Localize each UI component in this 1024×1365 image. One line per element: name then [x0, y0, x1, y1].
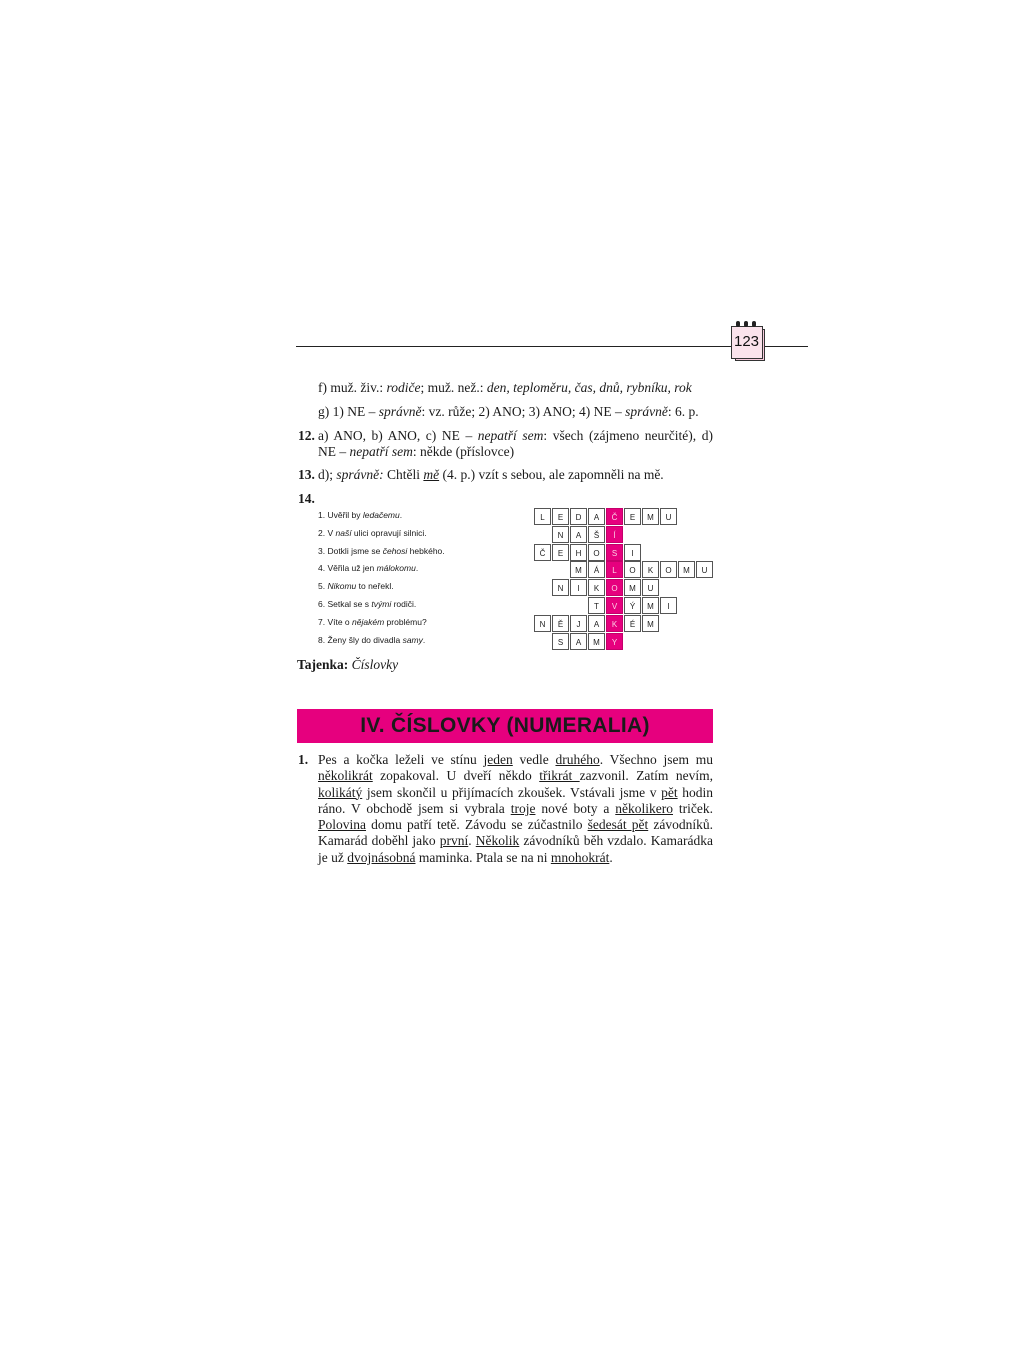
numeral-underlined: druhého: [555, 752, 600, 767]
clue-keyword: nějakém: [352, 616, 385, 627]
tajenka: [297, 657, 398, 673]
answer-13: [318, 467, 664, 483]
spiral-ring-icon: [752, 321, 756, 327]
exercise-number-12: 12.: [298, 428, 315, 443]
crossword-cell: Ě: [552, 615, 569, 632]
answer-12-text: : všech (zájmeno neurčité), d): [543, 428, 713, 443]
numeral-underlined: šedesát pět: [587, 817, 649, 833]
answer-12-line1: [318, 428, 713, 444]
crossword-cell: E: [552, 508, 569, 525]
answer-12-italic: nepatří sem: [477, 428, 544, 443]
numeral-underlined: jeden: [483, 752, 513, 767]
crossword-cell: K: [588, 579, 605, 596]
answer-13-underlined: mě: [423, 467, 440, 482]
answer-g-text: : vz. růže; 2) ANO; 3) ANO; 4) NE –: [421, 404, 626, 419]
exercise-number-1: 1.: [298, 752, 309, 767]
paragraph-text: Pes a kočka leželi ve stínu: [318, 752, 484, 767]
clue-text: to neřekl.: [356, 581, 394, 592]
crossword-cell: L: [534, 508, 551, 525]
answer-12-text: a) ANO, b) ANO, c) NE –: [318, 428, 478, 443]
crossword-cell: I: [660, 597, 677, 614]
crossword-cell-tajenka: S: [606, 544, 623, 561]
crossword-cell: A: [588, 508, 605, 525]
clue-text: rodiči.: [391, 599, 417, 609]
answer-g-italic: správně: [625, 404, 668, 419]
clue-text: hebkého.: [407, 545, 445, 556]
paragraph-text: závodníků. Kamarád doběhl jako: [318, 817, 713, 849]
numeral-underlined: několikero: [615, 800, 673, 816]
crossword-cell: U: [642, 579, 659, 596]
numeral-underlined: Několik: [475, 833, 520, 849]
crossword-cell: M: [588, 633, 605, 650]
answer-f-italic: den, teploměru, čas, dnů, rybníku, rok: [486, 380, 692, 395]
exercise-number-14: 14.: [298, 491, 315, 506]
answer-g-italic: správně: [378, 404, 422, 419]
paragraph-text: vedle: [512, 752, 556, 767]
clue-keyword: naší: [335, 527, 352, 538]
crossword-cell: M: [570, 561, 587, 578]
answer-f-text: ; muž. než.:: [420, 380, 487, 395]
numeral-underlined: Polovina: [318, 817, 367, 833]
crossword-clue: [318, 617, 427, 627]
answer-f: [318, 380, 692, 396]
crossword-cell: Á: [588, 561, 605, 578]
crossword-cell: E: [624, 508, 641, 525]
clue-keyword: málokomu: [376, 563, 416, 574]
clue-text: 8. Ženy šly do divadla: [318, 634, 403, 645]
numeral-underlined: troje: [510, 800, 536, 816]
clue-keyword: čehosi: [382, 545, 408, 556]
crossword-clue: [318, 528, 427, 538]
crossword-cell: M: [624, 579, 641, 596]
clue-text: ulici opravují silnici.: [351, 527, 427, 538]
answer-f-italic: rodiče: [386, 380, 421, 395]
paragraph-text: nové boty a: [535, 800, 616, 816]
answer-g-text: : 6. p.: [667, 404, 699, 419]
crossword-cell: E: [552, 544, 569, 561]
crossword-cell-tajenka: L: [606, 561, 623, 578]
crossword-cell: O: [660, 561, 677, 578]
tajenka-label: Tajenka:: [297, 657, 349, 672]
answer-13-italic: správně:: [336, 467, 384, 482]
crossword-clue: [318, 581, 394, 591]
clue-text: 4. Věřila už jen: [318, 563, 377, 574]
crossword-cell: J: [570, 615, 587, 632]
clue-text: 2. V: [318, 527, 336, 538]
tajenka-value: Číslovky: [351, 657, 399, 672]
crossword-cell: N: [552, 526, 569, 543]
crossword-cell: Š: [588, 526, 605, 543]
paragraph-text: . Všechno jsem mu: [599, 752, 713, 767]
clue-keyword: Nikomu: [327, 581, 357, 592]
crossword-cell-tajenka: Č: [606, 508, 623, 525]
numeral-underlined: dvojnásobná: [347, 849, 416, 865]
crossword-cell: O: [588, 544, 605, 561]
crossword-clue: [318, 635, 425, 645]
crossword-cell: D: [570, 508, 587, 525]
crossword-cell-tajenka: Í: [606, 526, 623, 543]
answer-13-text: Chtěli: [383, 467, 424, 482]
crossword-cell: N: [534, 615, 551, 632]
crossword-cell-tajenka: K: [606, 615, 623, 632]
paragraph-text: .: [468, 833, 476, 849]
numeral-underlined: mnohokrát: [550, 849, 610, 865]
crossword-clue: [318, 510, 402, 520]
clue-text: 6. Setkal se s: [318, 599, 372, 609]
numeral-underlined: třikrát: [539, 768, 580, 784]
numeral-underlined: několikrát: [318, 768, 373, 784]
paragraph-text: zazvonil. Zatím nevím,: [579, 768, 713, 784]
clue-text: .: [399, 510, 403, 520]
answer-g-text: g) 1) NE –: [318, 404, 379, 419]
paragraph-text: domu patří tetě. Závodu se zúčastnilo: [366, 817, 588, 833]
answer-12-italic: nepatří sem: [349, 444, 413, 459]
paragraph-text: závodníků běh vzdalo. Kamarádka je už: [318, 833, 713, 865]
crossword-cell: T: [588, 597, 605, 614]
spiral-ring-icon: [736, 321, 740, 327]
crossword-cell: Ý: [624, 597, 641, 614]
crossword-cell: Č: [534, 544, 551, 561]
answer-g: [318, 404, 699, 420]
crossword-cell-tajenka: O: [606, 579, 623, 596]
crossword-cell-tajenka: Y: [606, 633, 623, 650]
crossword-cell: I: [570, 579, 587, 596]
crossword-cell: U: [660, 508, 677, 525]
paragraph-text: maminka. Ptala se na ni: [415, 849, 551, 865]
paragraph-text: .: [609, 849, 613, 865]
clue-keyword: tvými: [371, 599, 392, 609]
crossword-cell: N: [552, 579, 569, 596]
crossword-cell-tajenka: V: [606, 597, 623, 614]
numeral-underlined: kolikátý: [318, 784, 363, 800]
clue-text: .: [422, 634, 426, 645]
section-banner: [297, 709, 713, 743]
crossword-cell: H: [570, 544, 587, 561]
spiral-ring-icon: [744, 321, 748, 327]
crossword-cell: É: [624, 615, 641, 632]
crossword-clue: [318, 563, 418, 573]
clue-text: 7. Víte o: [318, 616, 353, 627]
crossword-clue: [318, 546, 445, 556]
paragraph-text: jsem skončil u přijímacích zkoušek. Vstávali jsme v: [362, 784, 662, 800]
crossword-cell: M: [678, 561, 695, 578]
clue-text: problému?: [384, 616, 427, 627]
answer-12-text: : někde (příslovce): [412, 444, 515, 459]
crossword-cell: S: [552, 633, 569, 650]
crossword-cell: A: [570, 526, 587, 543]
crossword-cell: O: [624, 561, 641, 578]
page-number-badge: [731, 324, 764, 360]
exercise-1-paragraph: [318, 752, 713, 866]
clue-text: 5.: [318, 581, 328, 592]
clue-text: 3. Dotkli jsme se: [318, 545, 383, 556]
paragraph-text: hodin ráno. V obchodě jsem si vybrala: [318, 784, 713, 816]
answer-13-text: (4. p.) vzít s sebou, ale zapomněli na mě.: [439, 467, 664, 482]
crossword-cell: M: [642, 615, 659, 632]
answer-12-text: NE –: [318, 444, 350, 459]
numeral-underlined: pět: [661, 784, 678, 800]
page-number: 123: [733, 333, 760, 350]
answer-f-text: f) muž. živ.:: [318, 380, 387, 395]
exercise-number-13: 13.: [298, 467, 315, 482]
paragraph-text: zopakoval. U dveří někdo: [372, 768, 540, 784]
section-title: IV. ČÍSLOVKY (NUMERALIA): [360, 714, 650, 737]
crossword-cell: K: [642, 561, 659, 578]
crossword-cell: U: [696, 561, 713, 578]
answer-13-text: d);: [318, 467, 337, 482]
clue-keyword: samy: [402, 634, 423, 645]
numeral-underlined: první: [439, 833, 469, 849]
crossword-cell: M: [642, 597, 659, 614]
clue-text: .: [415, 563, 419, 574]
paragraph-text: triček.: [673, 800, 713, 816]
crossword-cell: A: [570, 633, 587, 650]
crossword-cell: M: [642, 508, 659, 525]
clue-text: 1. Uvěřil by: [318, 510, 363, 520]
crossword-cell: I: [624, 544, 641, 561]
crossword-cell: A: [588, 615, 605, 632]
crossword-clue: [318, 599, 416, 609]
clue-keyword: ledačemu: [362, 510, 400, 520]
answer-12-line2: [318, 444, 514, 460]
